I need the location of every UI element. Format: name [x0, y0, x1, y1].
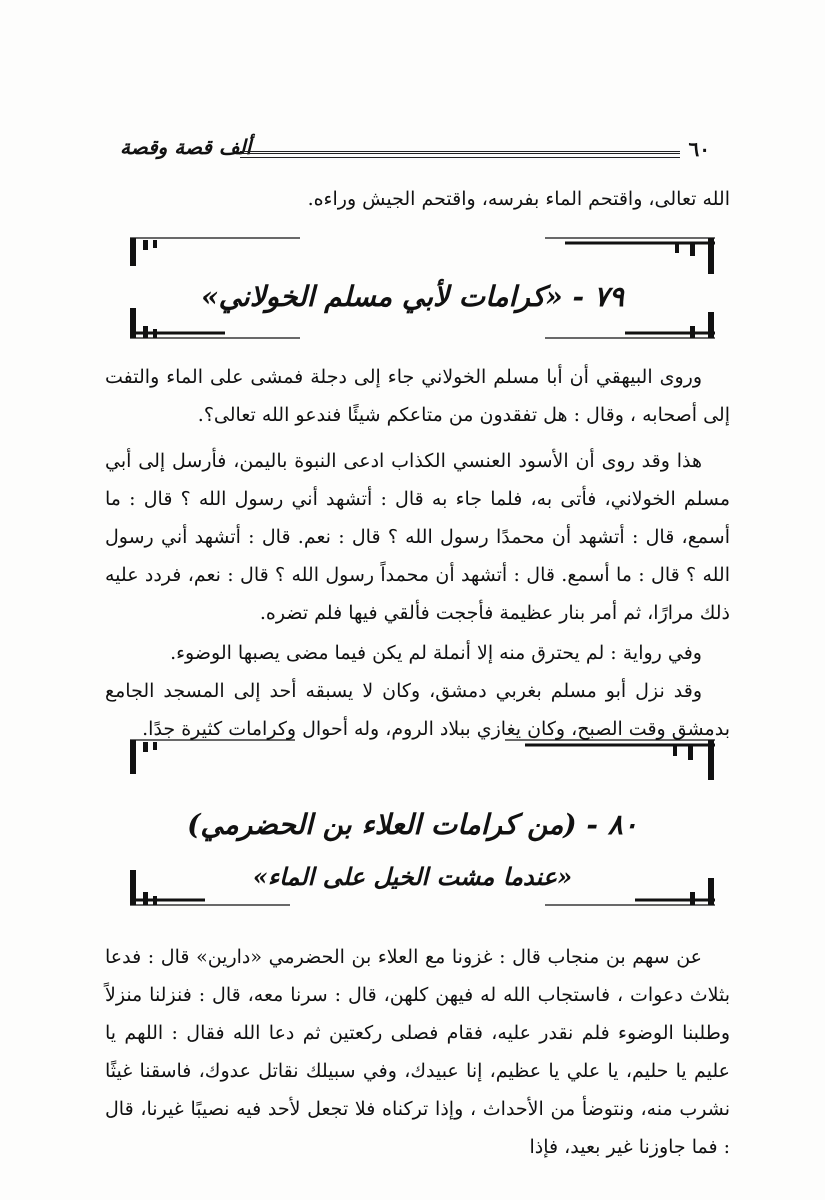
- intro-line: الله تعالى، واقتحم الماء بفرسه، واقتحم الجيش وراءه.: [307, 188, 730, 210]
- intro-text: [105, 180, 730, 218]
- paragraph: وفي رواية : لم يحترق منه إلا أنملة لم يكن فيما مضى يصبها الوضوء.: [170, 642, 702, 664]
- paragraph: هذا وقد روى أن الأسود العنسي الكذاب ادعى النبوة باليمن، فأرسل إلى أبي مسلم الخولاني، فأتى به، فلما جاء به قال : أتشهد أني رسول الله ؟ قال : ما أسمع، قال : أتشهد أن محمدًا رسول الله ؟ قال : نعم. قال : أتشهد أني رسول الله ؟ قال : ما أسمع. قال : أتشهد أن محمداً رسول الله ؟ قال : نعم، فردد عليه ذلك مرارًا، ثم أمر بنار عظيمة فأججت فألقي فيها فلم تضره.: [105, 450, 730, 624]
- header-rule-thin: [240, 157, 680, 158]
- paragraph: وقد نزل أبو مسلم بغربي دمشق، وكان لا يسبقه أحد إلى المسجد الجامع بدمشق وقت الصبح، وكان يغازي ببلاد الروم، وله أحوال وكرامات كثيرة جدًا.: [105, 680, 730, 740]
- section-80-body: [105, 938, 730, 1166]
- section-79-body: [105, 358, 730, 748]
- running-header: [110, 135, 720, 171]
- paragraph: وروى البيهقي أن أبا مسلم الخولاني جاء إلى دجلة فمشى على الماء والتفت إلى أصحابه ، وقال : هل تفقدون من متاعكم شيئًا فندعو الله تعالى؟.: [105, 366, 730, 426]
- header-rule: [240, 151, 680, 154]
- section-80-subtitle: «عندما مشت الخيل على الماء»: [252, 862, 573, 891]
- book-title: ألف قصة وقصة: [120, 135, 252, 159]
- section-79-title: ٧٩ - «كرامات لأبي مسلم الخولاني»: [201, 280, 624, 313]
- page-number: ٦٠: [688, 137, 710, 161]
- section-80-title: ٨٠ - (من كرامات العلاء بن الحضرمي): [187, 808, 638, 841]
- paragraph: عن سهم بن منجاب قال : غزونا مع العلاء بن الحضرمي «دارين» قال : فدعا بثلاث دعوات ، فاستجاب الله له فيهن كلهن، قال : سرنا معه، قال : فنزلنا منزلاً وطلبنا الوضوء فلم نقدر عليه، فقام فصلى ركعتين ثم دعا الله فقال : اللهم يا عليم يا حليم، يا علي يا عظيم، إنا عبيدك، وفي سبيلك نقاتل عدوك، فاسقنا غيثًا نشرب منه، ونتوضأ من الأحداث ، وإذا تركناه فلا تجعل لأحد فيه نصيبًا غيرنا، قال : فما جاوزنا غير بعيد، فإذا: [105, 946, 730, 1158]
